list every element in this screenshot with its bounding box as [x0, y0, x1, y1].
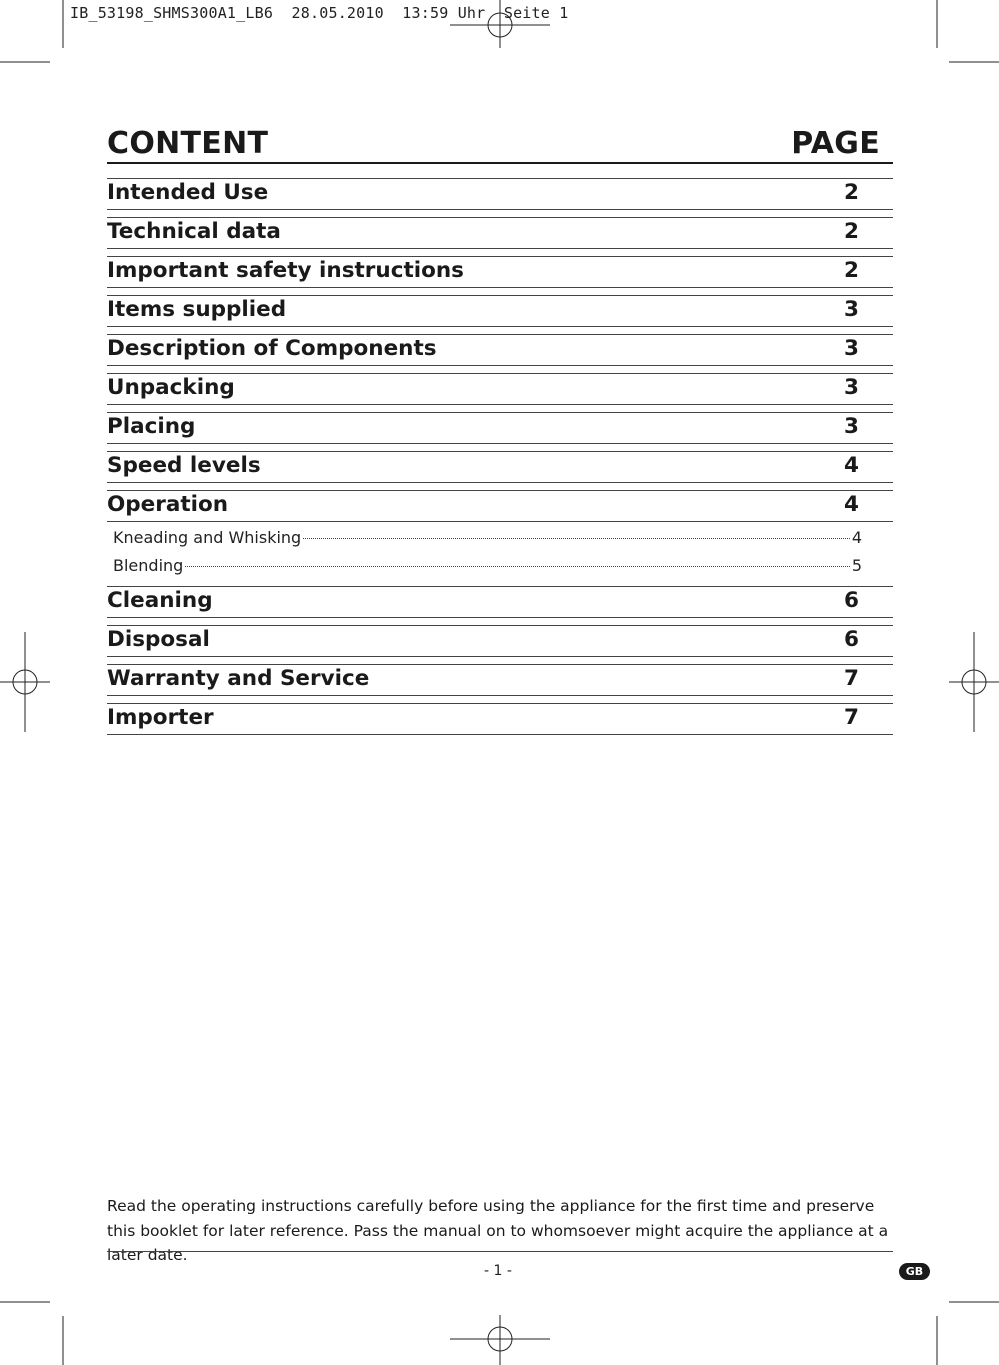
toc-subentry-page: 5 — [851, 556, 862, 575]
toc-entry-safety-instructions[interactable] — [107, 256, 893, 288]
toc-entry-disposal[interactable] — [107, 625, 893, 657]
toc-entry-title: Operation — [107, 492, 229, 517]
toc-entry-importer[interactable] — [107, 703, 893, 735]
print-slug: IB_53198_SHMS300A1_LB6 28.05.2010 13:59 Uhr Seite 1 — [70, 4, 569, 22]
toc-entry-title: Cleaning — [107, 588, 213, 613]
toc-entry-page: 3 — [844, 414, 859, 439]
registration-mark-bottom — [450, 1315, 550, 1365]
toc-entry-title: Description of Components — [107, 336, 437, 361]
registration-mark-left — [0, 632, 50, 732]
page-heading: PAGE — [791, 126, 880, 161]
toc-entry-title: Technical data — [107, 219, 281, 244]
toc-entry-speed-levels[interactable] — [107, 451, 893, 483]
toc-entry-page: 7 — [844, 666, 859, 691]
toc-subentry-title: Blending — [113, 556, 184, 575]
toc-entry-unpacking[interactable] — [107, 373, 893, 405]
toc-entry-title: Warranty and Service — [107, 666, 370, 691]
toc-entry-page: 3 — [844, 336, 859, 361]
toc-entry-page: 3 — [844, 375, 859, 400]
registration-mark-right — [949, 632, 999, 732]
toc-entry-page: 2 — [844, 258, 859, 283]
toc-entry-page: 3 — [844, 297, 859, 322]
toc-entry-title: Important safety instructions — [107, 258, 464, 283]
toc-heading — [107, 124, 893, 164]
toc-entry-page: 4 — [844, 453, 859, 478]
toc-entry-page: 4 — [844, 492, 859, 517]
registration-mark-top — [450, 0, 550, 48]
toc-entry-placing[interactable] — [107, 412, 893, 444]
toc-entry-title: Intended Use — [107, 180, 269, 205]
toc-entry-page: 2 — [844, 180, 859, 205]
toc-entry-title: Disposal — [107, 627, 210, 652]
toc-entry-description-of-components[interactable] — [107, 334, 893, 366]
toc-entry-title: Items supplied — [107, 297, 287, 322]
toc-entry-items-supplied[interactable] — [107, 295, 893, 327]
toc-entry-technical-data[interactable] — [107, 217, 893, 249]
toc-entry-page: 2 — [844, 219, 859, 244]
reading-advice-note: Read the operating instructions carefully before using the appliance for the first time and preserve this booklet for later reference. Pass the manual on to whomsoever might acquire the appliance at a later date. — [107, 1197, 889, 1264]
table-of-contents — [107, 178, 893, 742]
toc-entry-warranty-and-service[interactable] — [107, 664, 893, 696]
toc-entry-title: Speed levels — [107, 453, 261, 478]
toc-entry-page: 7 — [844, 705, 859, 730]
toc-subentry-page: 4 — [851, 528, 862, 547]
toc-entry-title: Placing — [107, 414, 196, 439]
dot-leader — [303, 538, 850, 539]
toc-entry-page: 6 — [844, 588, 859, 613]
toc-subentry-blending[interactable] — [107, 550, 893, 586]
toc-entry-cleaning[interactable] — [107, 586, 893, 618]
page-number: - 1 - — [484, 1263, 512, 1279]
toc-entry-title: Unpacking — [107, 375, 235, 400]
content-heading: CONTENT — [107, 126, 269, 161]
toc-entry-operation[interactable] — [107, 490, 893, 522]
toc-entry-page: 6 — [844, 627, 859, 652]
toc-subentry-title: Kneading and Whisking — [113, 528, 302, 547]
dot-leader — [185, 566, 850, 567]
language-badge: GB — [899, 1263, 930, 1280]
toc-entry-title: Importer — [107, 705, 214, 730]
toc-entry-intended-use[interactable] — [107, 178, 893, 210]
footer-divider — [107, 1251, 893, 1252]
